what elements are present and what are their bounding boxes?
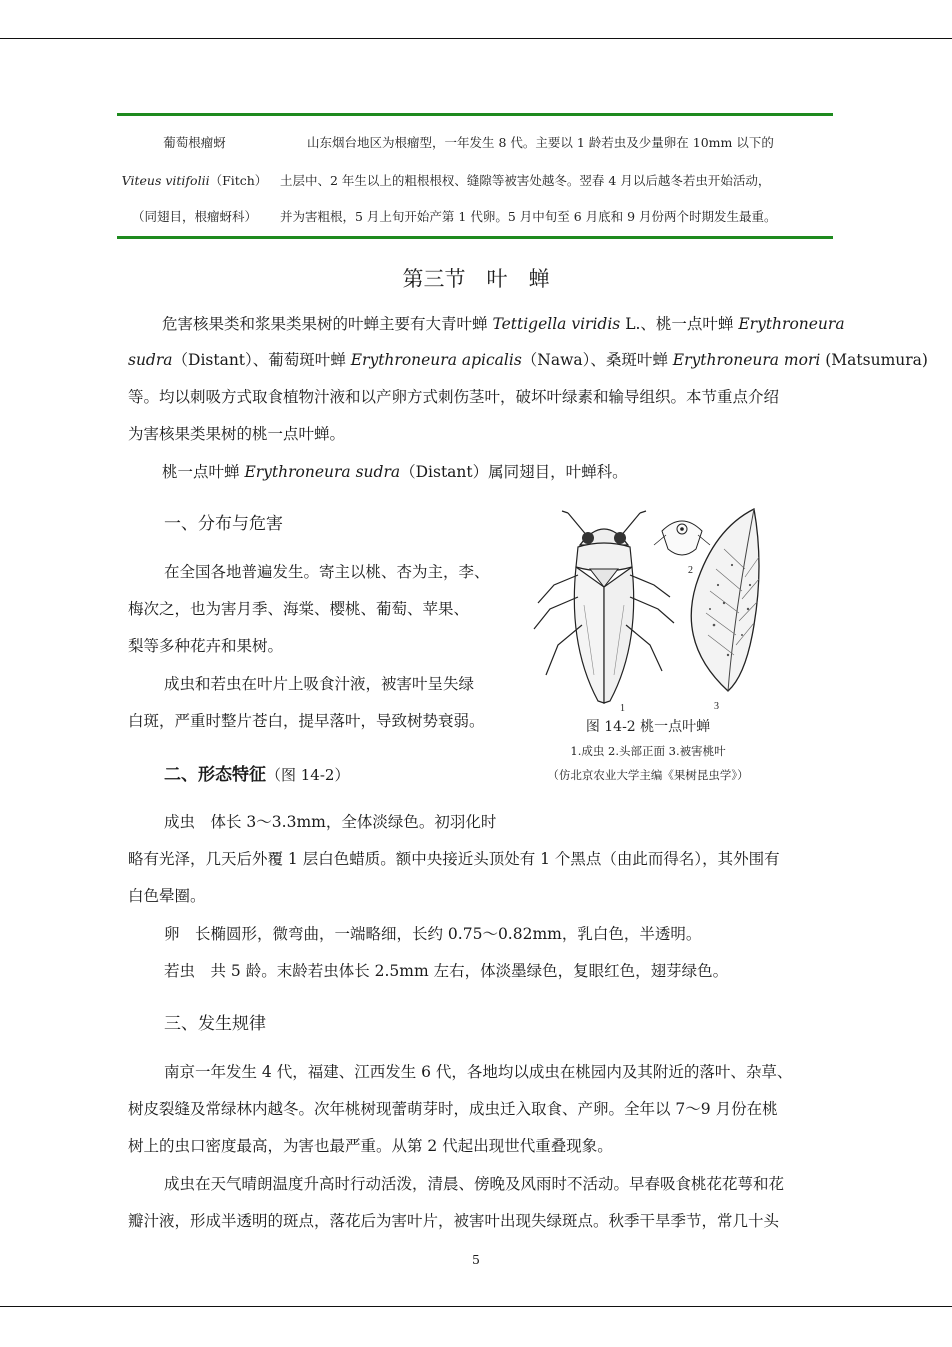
fig-label-2: 2 <box>688 565 693 576</box>
table-right-line-2: 土层中、2 年生以上的粗根根杈、缝隙等被害处越冬。翌春 4 月以后越冬若虫开始活动， <box>280 173 771 188</box>
s1-line-5: 白斑，严重时整片苍白，提早落叶，导致树势衰弱。 <box>128 712 485 730</box>
table-left-line-1: 葡萄根瘤蚜 <box>163 135 226 150</box>
top-rule <box>0 38 952 39</box>
figure-subcaption: 1.成虫 2.头部正面 3.被害桃叶 <box>570 744 726 758</box>
s2-line-3: 白色晕圈。 <box>128 887 206 905</box>
intro-text: (Matsumura) <box>820 351 928 369</box>
heading-distribution: 一、分布与危害 <box>164 514 283 534</box>
s3-line-5: 瓣汁液，形成半透明的斑点，落花后为害叶片，被害叶出现失绿斑点。秋季干旱季节，常几十头 <box>128 1212 780 1230</box>
table-right-line-1: 山东烟台地区为根瘤型，一年发生 8 代。主要以 1 龄若虫及少量卵在 10mm 以下的 <box>307 135 774 150</box>
s1-line-1: 在全国各地普遍发生。寄主以桃、杏为主，李、 <box>164 563 490 581</box>
intro-line-5 <box>162 460 628 482</box>
intro-text: 桃一点叶蝉 <box>162 463 245 481</box>
intro-text: （Distant）、葡萄斑叶蝉 <box>172 351 351 369</box>
s3-line-4: 成虫在天气晴朗温度升高时行动活泼，清晨、傍晚及风雨时不活动。早春吸食桃花花萼和花 <box>164 1175 785 1193</box>
s1-line-4: 成虫和若虫在叶片上吸食汁液，被害叶呈失绿 <box>164 675 475 693</box>
figure-leafhopper <box>528 505 768 715</box>
s2-line-2: 略有光泽，几天后外覆 1 层白色蜡质。额中央接近头顶处有 1 个黑点（由此而得名），其外围有 <box>128 850 780 868</box>
table-left-line-3: （同翅目，根瘤蚜科） <box>131 209 257 224</box>
page-number: 5 <box>472 1252 480 1267</box>
s1-line-3: 梨等多种花卉和果树。 <box>128 637 284 655</box>
s3-line-2: 树皮裂缝及常绿林内越冬。次年桃树现蕾萌芽时，成虫迁入取食、产卵。全年以 7～9 月份在桃 <box>128 1100 778 1118</box>
figure-source: （仿北京农业大学主编《果树昆虫学》） <box>547 768 749 782</box>
intro-line-1 <box>162 312 845 334</box>
species-name: Erythroneura <box>738 315 845 333</box>
figure-caption: 图 14-2 桃一点叶蝉 <box>585 719 711 735</box>
fig-label-1: 1 <box>620 703 625 714</box>
intro-line-2 <box>128 348 928 370</box>
table-right-line-3: 并为害粗根，5 月上旬开始产第 1 代卵。5 月中旬至 6 月底和 9 月份两个时期发生最重。 <box>280 209 777 224</box>
species-name: sudra <box>128 351 173 369</box>
table-left-suffix: （Fitch） <box>209 173 268 188</box>
intro-text: L.、桃一点叶蝉 <box>620 315 739 333</box>
heading-occurrence: 三、发生规律 <box>164 1014 266 1034</box>
figure-reference: （图 14-2） <box>266 766 350 784</box>
species-name: Tettigella viridis <box>492 315 621 333</box>
species-name: Erythroneura apicalis <box>350 351 522 369</box>
pest-table <box>117 113 833 239</box>
bottom-rule <box>0 1306 952 1307</box>
intro-text: （Nawa）、桑斑叶蝉 <box>521 351 673 369</box>
intro-text: （Distant）属同翅目，叶蝉科。 <box>400 463 628 481</box>
s2-line-5: 若虫 共 5 龄。末龄若虫体长 2.5mm 左右，体淡墨绿色，复眼红色，翅芽绿色。 <box>164 962 729 980</box>
fig-label-3: 3 <box>714 701 719 712</box>
heading-morphology <box>164 760 349 785</box>
s2-line-1: 成虫 体长 3～3.3mm，全体淡绿色。初羽化时 <box>164 813 497 831</box>
section-title: 第三节 叶 蝉 <box>402 267 550 291</box>
s3-line-3: 树上的虫口密度最高，为害也最严重。从第 2 代起出现世代重叠现象。 <box>128 1137 613 1155</box>
intro-line-4: 为害核果类果树的桃一点叶蝉。 <box>128 425 346 443</box>
leafhopper-illustration <box>528 505 768 715</box>
heading-morphology-text: 二、形态特征 <box>164 765 266 785</box>
s3-line-1: 南京一年发生 4 代，福建、江西发生 6 代，各地均以成虫在桃园内及其附近的落叶、杂草、 <box>164 1063 793 1081</box>
species-name: Erythroneura sudra <box>244 463 401 481</box>
intro-line-3: 等。均以刺吸方式取食植物汁液和以产卵方式刺伤茎叶，破坏叶绿素和输导组织。本节重点介绍 <box>128 388 780 406</box>
table-left-italic: Viteus vitifolii <box>121 173 210 188</box>
species-name: Erythroneura mori <box>672 351 821 369</box>
s2-line-4: 卵 长椭圆形，微弯曲，一端略细，长约 0.75～0.82mm，乳白色，半透明。 <box>164 925 702 943</box>
intro-text: 危害核果类和浆果类果树的叶蝉主要有大青叶蝉 <box>162 315 493 333</box>
s1-line-2: 梅次之，也为害月季、海棠、樱桃、葡萄、苹果、 <box>128 600 470 618</box>
table-left-line-2 <box>117 171 272 189</box>
